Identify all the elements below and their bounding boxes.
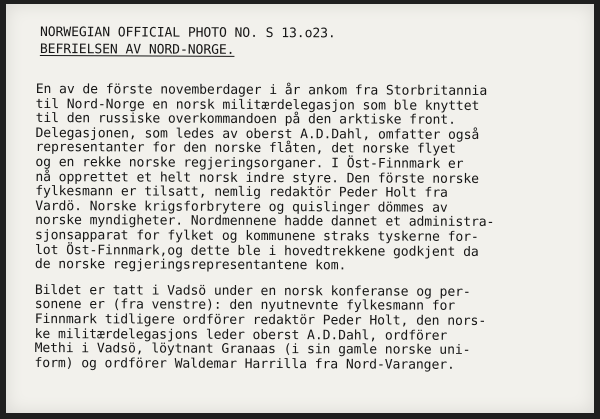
- text-line: fylkesmann er tilsatt, nemlig redaktör Peder Holt fra: [35, 184, 448, 201]
- text-line: de norske regjeringsrepresentantene kom.: [34, 257, 347, 274]
- text-line: norske myndigheter. Nordmennene hadde dannet et administra-: [35, 213, 495, 231]
- text-line: representanter for den norske flåten, det norske flyet: [35, 140, 456, 158]
- text-line: ke militærdelegasjons leder oberst A.D.Dahl, ordförer: [34, 326, 448, 344]
- text-line: Vardö. Norske krigsforbrytere og quislinger dömmes av: [35, 198, 448, 216]
- text-line: Methi i Vadsö, löytnant Granaas (i sin gamle norske uni-: [34, 341, 471, 358]
- text-line: Delegasjonen, som ledes av oberst A.D.Dahl, omfatter også: [35, 125, 480, 143]
- text-line: lot Öst-Finnmark,og dette ble i hovedtrekkene godkjent da: [34, 242, 479, 260]
- text-line: til Nord-Norge en norsk militærdelegasjon som ble knyttet: [35, 96, 480, 114]
- text-line: til den russiske overkommandoen på den arktiske front.: [35, 111, 456, 129]
- typed-text: [34, 24, 586, 374]
- text-line: sjonsapparat for fylket og kommunene straks tyskerne for-: [35, 227, 479, 245]
- text-line: sonene er (fra venstre): den nyutnevnte fylkesmann for: [34, 297, 456, 315]
- subject-heading: BEFRIELSEN AV NORD-NORGE.: [39, 42, 235, 58]
- text-line: En av de förste novemberdager i år ankom fra Storbritannia: [35, 81, 488, 99]
- text-line: Finnmark tidligere ordförer redaktör Peder Holt, den nors-: [34, 311, 487, 329]
- document-header: [40, 24, 586, 60]
- text-line: Bildet er tatt i Vadsö under en norsk konferanse og per-: [34, 282, 471, 300]
- text-line: og en rekke norske regjeringsorganer. I Öst-Finnmark er: [35, 154, 464, 172]
- document-sheet: [6, 4, 594, 413]
- photo-reference: NORWEGIAN OFFICIAL PHOTO NO. S 13.o23.: [39, 25, 336, 42]
- paragraph-1: [35, 83, 586, 275]
- text-line: form) og ordförer Waldemar Harrilla fra Nord-Varanger.: [34, 355, 455, 373]
- paragraph-2: [34, 284, 584, 374]
- text-line: nå opprettet et helt norsk indre styre. Den förste norske: [35, 169, 480, 187]
